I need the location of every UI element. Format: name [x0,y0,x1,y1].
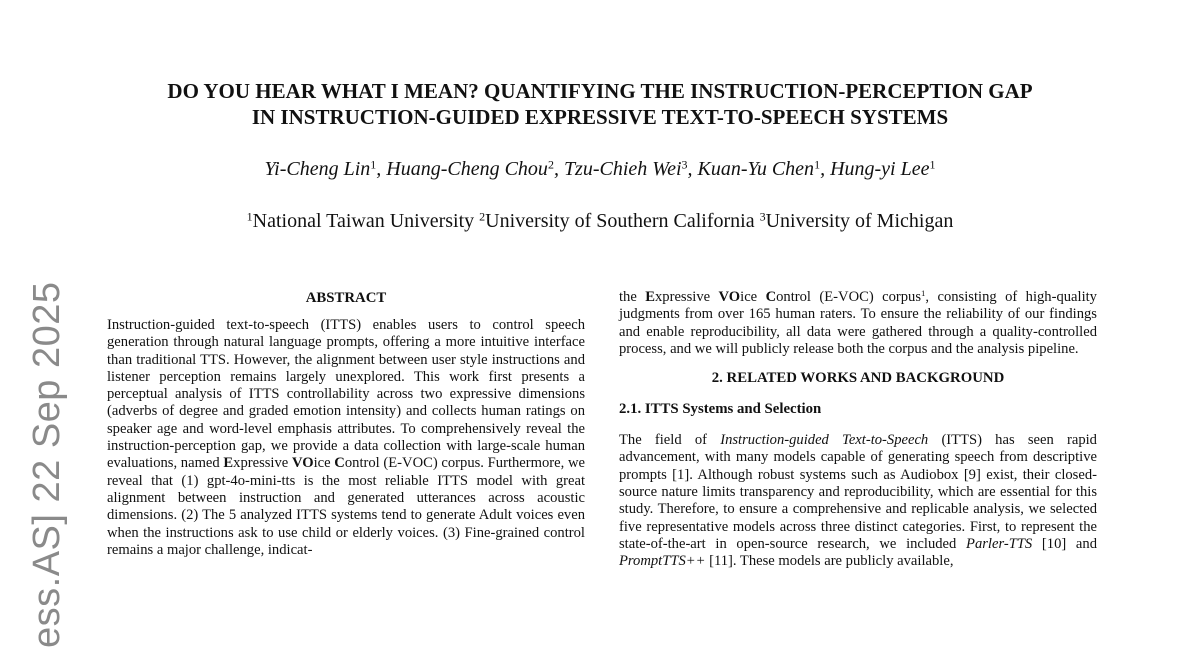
author-name: Tzu-Chieh Wei [563,158,682,180]
body-text: The field of [619,432,721,449]
affiliation-name: National Taiwan University [252,210,475,232]
affiliation-mark: 1 [814,157,821,172]
body-text: (ITTS) has seen rapid advancement, with many models capable of generating speech from descriptive prompts [1]. Although robust systems such as Audiobox [9] exist, their closed-source nature limits transparency and reproducibility, which are essential for this study. Therefore, to ensure a comprehensive and replicable analysis, we selected five representative models across three distinct categories. First, to represent the state-of-the-art in open-source research, we included [619,432,1097,552]
intro-continuation [619,289,1097,358]
affiliation-name: University of Michigan [765,210,954,232]
related-work-paragraph [619,432,1097,570]
acronym-letter: C [334,455,345,472]
footnote-mark: 1 [921,288,926,299]
acronym-letter: VO [718,289,741,305]
italic-term: PromptTTS++ [619,553,706,570]
arxiv-stamp: ess.AS] 22 Sep 2025 [26,281,68,648]
section-heading: 2. RELATED WORKS AND BACKGROUND [711,370,1005,387]
author-name: Yi-Cheng Lin [264,158,371,180]
affiliation-list [0,208,1200,234]
abstract-text: Furthermore, we reveal that (1) gpt-4o-mini-tts is the most reliable ITTS model with great alignment between instruction and generated utterances across acoustic dimensions. (2) The 5 analyzed ITTS systems tend to generate Adult voices even when the instructions ask to use child or elderly voices. (3) Fine-grained control remains a major challenge, indicat- [107,455,585,558]
affiliation-mark: 1 [370,157,377,172]
abstract-heading: ABSTRACT [305,290,387,306]
acronym-letter: E [223,455,234,472]
paper-title [0,78,1200,130]
subsection-heading: 2.1. ITTS Systems and Selection [619,401,822,418]
acronym-rest: ontrol (E-VOC) corpus. [344,455,484,472]
acronym-rest: ice [313,455,335,472]
author-3 [564,158,698,180]
left-column [107,289,585,559]
acronym-rest: xpressive [654,289,719,305]
acronym-letter: VO [291,455,314,472]
acronym-letter: E [645,289,655,305]
author-list [0,156,1200,182]
author-name: Huang-Cheng Chou [386,158,548,180]
acronym-letter: C [765,289,777,305]
author-1 [265,158,387,180]
title-line-1: DO YOU HEAR WHAT I MEAN? QUANTIFYING THE INSTRUCTION-PERCEPTION GAP [167,79,1033,103]
acronym-rest: ice [740,289,766,305]
author-2 [386,158,564,180]
affiliation-mark: 3 [759,209,766,224]
right-column [619,289,1097,571]
affiliation-mark: 2 [547,157,554,172]
abstract-paragraph [107,317,585,559]
body-text: , consisting of high-quality judgments from over 165 human raters. To ensure the reliability of our findings and enable reproducibility, all data were gathered through a quality-controlled process, and we will publicly release both the corpus and the analysis pipeline. [619,289,1097,357]
body-text: [10] and [1032,535,1097,552]
author-separator: , [687,158,698,180]
body-text: [11]. These models are publicly available, [705,553,954,570]
affiliation-3 [760,210,954,232]
body-text: the [619,289,646,305]
affiliation-mark: 3 [681,157,688,172]
author-name: Hung-yi Lee [830,158,930,180]
title-line-2: IN INSTRUCTION-GUIDED EXPRESSIVE TEXT-TO-SPEECH SYSTEMS [251,105,949,129]
affiliation-name: University of Southern California [485,210,755,232]
acronym-rest: xpressive [233,455,292,472]
author-separator: , [553,158,564,180]
affiliation-mark: 1 [246,209,253,224]
acronym-rest: ontrol (E-VOC) corpus [776,289,922,305]
author-separator: , [376,158,387,180]
italic-term: Parler-TTS [966,535,1033,552]
abstract-text: Instruction-guided text-to-speech (ITTS) enables users to control speech generation through natural language prompts, offering a more intuitive interface than traditional TTS. However, the alignment between user style instructions and listener perception remains largely unexplored. This work first presents a perceptual analysis of ITTS controllability across two expressive dimensions (adverbs of degree and graded emotion intensity) and collects human ratings on speaker age and word-level emphasis attributes. To comprehensively reveal the instruction-perception gap, we provide a data collection with large-scale human evaluations, named [107,317,585,472]
author-separator: , [820,158,831,180]
author-name: Kuan-Yu Chen [697,158,815,180]
italic-term: Instruction-guided Text-to-Speech [720,432,929,449]
affiliation-2 [479,210,754,232]
author-4 [698,158,831,180]
affiliation-mark: 2 [479,209,486,224]
author-5 [830,158,935,180]
affiliation-1 [247,210,475,232]
affiliation-mark: 1 [929,157,936,172]
